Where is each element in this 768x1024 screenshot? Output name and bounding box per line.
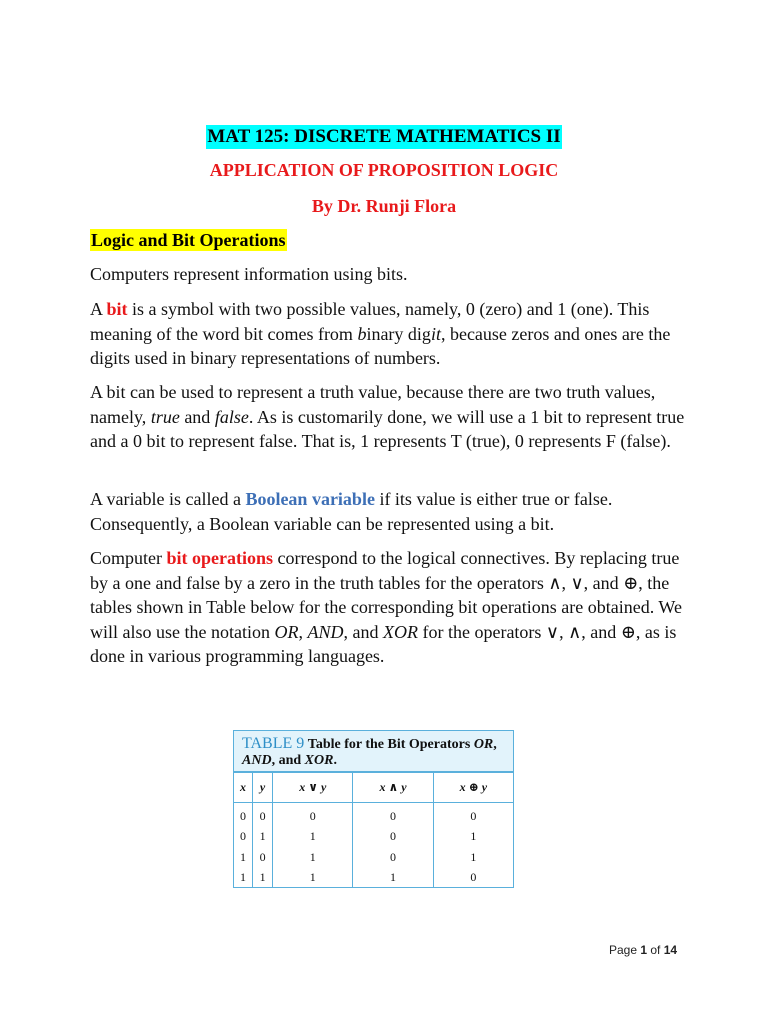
table-cell: 0: [433, 803, 513, 827]
text-span: inary dig: [366, 323, 431, 344]
emphasis-and: AND: [242, 753, 272, 768]
paragraph-2: [90, 297, 690, 371]
course-title: MAT 125: DISCRETE MATHEMATICS II: [207, 126, 561, 147]
header-x: x: [234, 773, 253, 803]
table-cell: 0: [253, 803, 273, 827]
header-xor: x ⊕ y: [433, 773, 513, 803]
table-cell: 1: [253, 868, 273, 889]
table-cell: 0: [273, 803, 353, 827]
table-cell: 1: [273, 847, 353, 868]
header-or: x ∨ y: [273, 773, 353, 803]
document-subtitle: APPLICATION OF PROPOSITION LOGIC: [209, 160, 559, 180]
text-span: , and: [271, 753, 305, 768]
text-span: Page: [609, 943, 641, 957]
text-span: is a symbol with two possible values, namely, 0 (zero) and 1 (one). This meaning of the word bit comes from: [90, 299, 650, 344]
table-row: [234, 827, 513, 848]
paragraph-4: [90, 487, 690, 536]
table-cell: 0: [353, 827, 433, 848]
text-span: ,: [493, 737, 497, 752]
title-block: [0, 125, 768, 149]
bit-operators-table-figure: [233, 730, 514, 888]
bit-operators-table: [234, 773, 513, 888]
total-pages: 14: [663, 943, 678, 957]
table-cell: 0: [240, 808, 247, 823]
emphasis-true: true: [150, 406, 180, 427]
table-cell: 0: [253, 847, 273, 868]
text-span: , because zeros and ones are the digits used in binary representations of numbers.: [90, 323, 671, 368]
text-span: Computer: [90, 548, 167, 568]
table-cell: 1: [433, 847, 513, 868]
header-y: y: [253, 773, 273, 803]
table-cell: 1: [273, 827, 353, 848]
table-header-row: [234, 773, 513, 803]
text-span: and: [179, 406, 215, 427]
text-span: for the operators ∨, ∧, and ⊕, as is done in various programming languages.: [90, 621, 677, 666]
emphasis-false: false: [214, 406, 249, 427]
section-heading: Logic and Bit Operations: [91, 230, 286, 250]
term-boolean-variable: Boolean variable: [245, 489, 375, 509]
text-span: correspond to the logical connectives. By replacing true by a one and false by a zero in the truth tables for the operators ∧, ∨, and ⊕, the tables shown in Table below for the corresponding bit operations are obtained. We will also use the notation: [90, 548, 682, 642]
page-footer: [609, 943, 677, 957]
table-cell: 0: [240, 829, 247, 844]
text-span: of: [647, 943, 664, 957]
table-row: [234, 803, 513, 827]
emphasis-and: AND: [307, 621, 344, 642]
table-cell: 1: [353, 868, 433, 889]
table-cell: 1: [273, 868, 353, 889]
table-cell: 1: [240, 870, 247, 885]
paragraph-5: [90, 546, 690, 669]
text-span: . As is customarily done, we will use a 1 bit to represent true and a 0 bit to represent false. That is, 1 represents T (true), 0 represents F (false).: [90, 406, 685, 451]
table-caption: [234, 731, 513, 773]
table-cell: 1: [253, 827, 273, 848]
current-page-number: 1: [640, 943, 648, 957]
paragraph-1: Computers represent information using bits.: [90, 264, 408, 284]
emphasis-or: OR: [473, 737, 494, 752]
header-and: x ∧ y: [353, 773, 433, 803]
text-span: A: [90, 299, 107, 319]
paragraph-3: [90, 380, 690, 454]
table-cell: 0: [353, 803, 433, 827]
table-cell: 0: [433, 868, 513, 889]
table-cell: 0: [353, 847, 433, 868]
text-span: A variable is called a: [90, 489, 246, 509]
emphasis-xor: XOR: [304, 753, 334, 768]
emphasis-it: it: [430, 323, 441, 344]
text-span: A bit can be used to represent a truth value, because there are two truth values, namely,: [90, 382, 656, 427]
emphasis-b: b: [357, 323, 367, 344]
table-row: [234, 868, 513, 889]
text-span: Table for the Bit Operators: [307, 737, 474, 752]
emphasis-or: OR: [274, 621, 299, 642]
emphasis-xor: XOR: [382, 621, 418, 642]
term-bit: bit: [106, 299, 128, 319]
text-span: , and: [343, 621, 383, 642]
table-row: [234, 847, 513, 868]
table-cell: 1: [240, 849, 247, 864]
text-span: .: [333, 753, 337, 768]
author-line: By Dr. Runji Flora: [311, 196, 457, 216]
table-label: TABLE 9: [242, 735, 305, 752]
text-span: if its value is either true or false. Consequently, a Boolean variable can be represented using a bit.: [90, 489, 613, 534]
text-span: ,: [298, 621, 308, 642]
term-bit-operations: bit operations: [166, 548, 274, 568]
table-cell: 1: [433, 827, 513, 848]
